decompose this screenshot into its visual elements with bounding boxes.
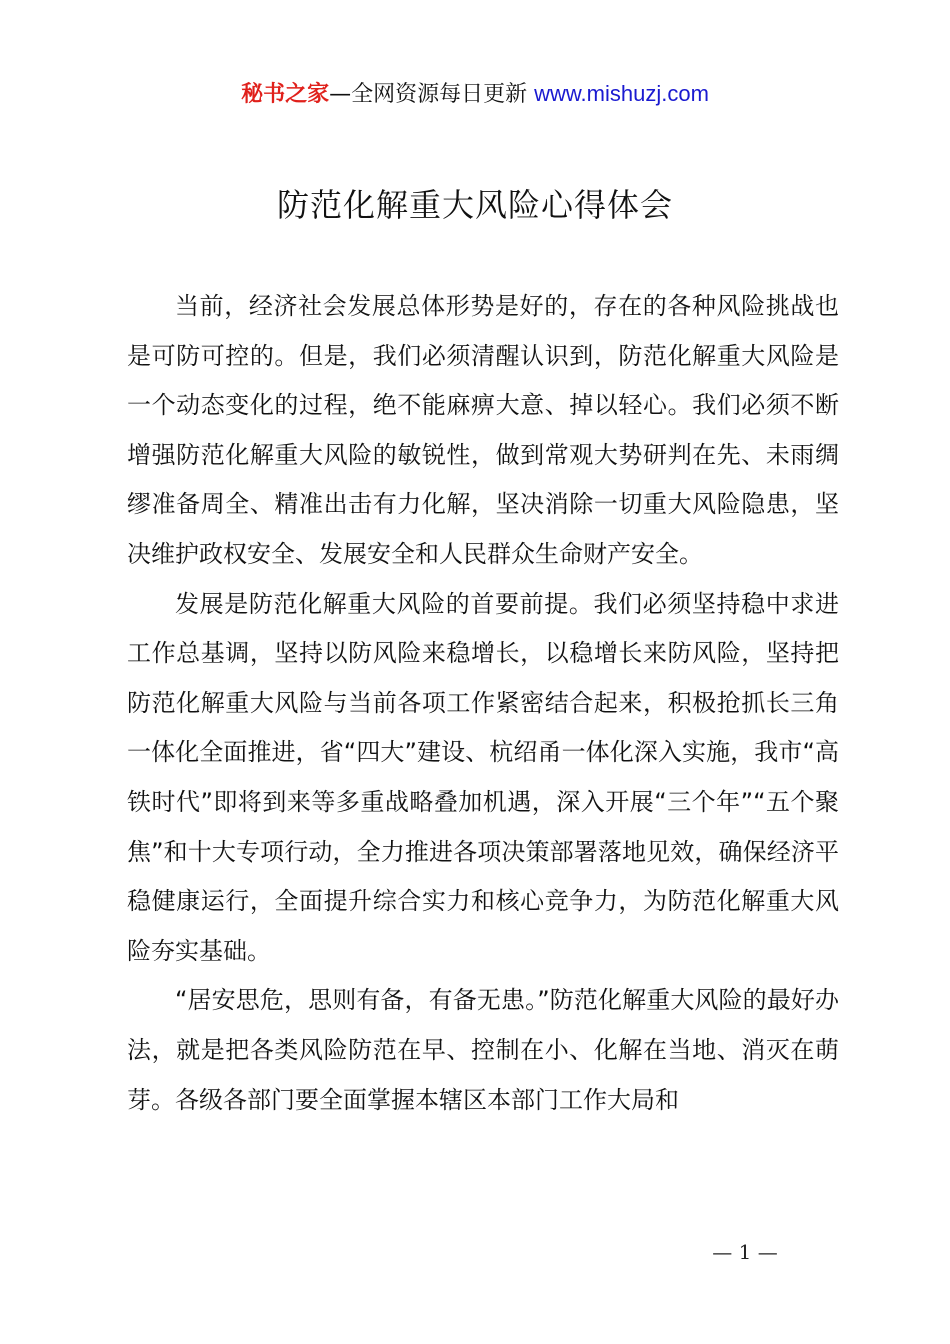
page-number: — 1 — (712, 1240, 778, 1264)
paragraph-2: 发展是防范化解重大风险的首要前提。我们必须坚持稳中求进工作总基调，坚持以防风险来稳增长，以稳增长来防风险，坚持把防范化解重大风险与当前各项工作紧密结合起来，积极抢抓长三角一体化全面推进，省“四大”建设、杭绍甬一体化深入实施，我市“高铁时代”即将到来等多重战略叠加机遇，深入开展“三个年”“五个聚焦”和十大专项行动，全力推进各项决策部署落地见效，确保经济平稳健康运行，全面提升综合实力和核心竞争力，为防范化解重大风险夯实基础。 (127, 589, 839, 965)
site-brand: 秘书之家 (241, 82, 330, 107)
document-body (127, 282, 839, 1125)
site-header (0, 78, 950, 111)
paragraph-3: “居安思危，思则有备，有备无患。”防范化解重大风险的最好办法，就是把各类风险防范在早、控制在小、化解在当地、消灭在萌芽。各级各部门要全面掌握本辖区本部门工作大局和 (127, 986, 839, 1114)
site-tagline: —全网资源每日更新 (329, 82, 535, 107)
site-url: www.mishuzj.com (534, 81, 709, 106)
document-title: 防范化解重大风险心得体会 (276, 186, 673, 224)
paragraph-1: 当前，经济社会发展总体形势是好的，存在的各种风险挑战也是可防可控的。但是，我们必须清醒认识到，防范化解重大风险是一个动态变化的过程，绝不能麻痹大意、掉以轻心。我们必须不断增强防范化解重大风险的敏锐性，做到常观大势研判在先、未雨绸缪准备周全、精准出击有力化解，坚决消除一切重大风险隐患，坚决维护政权安全、发展安全和人民群众生命财产安全。 (127, 292, 839, 568)
